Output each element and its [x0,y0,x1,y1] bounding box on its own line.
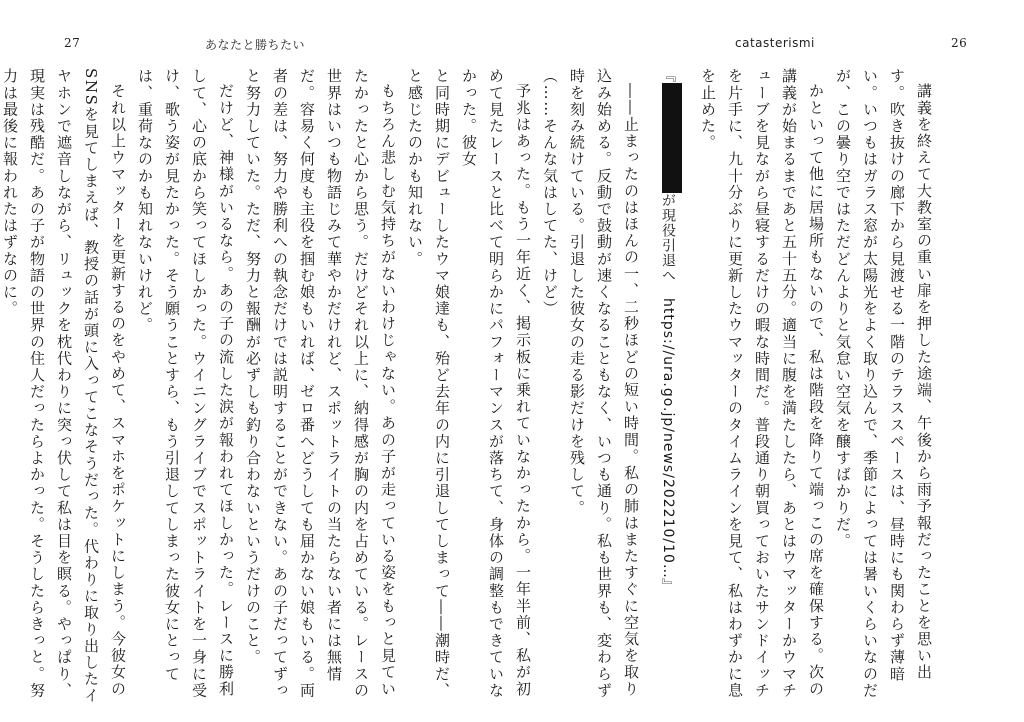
left-page-body [1,68,455,708]
blank-line [644,68,654,708]
redaction-bar [662,83,682,193]
paragraph: かといって他に居場所もないので、私は階段を降りて端っこの席を確保する。次の講義が始まるまであと五十五分。適当に腹を満たしたら、あとはウマッターかウマチューブを見ながら昼寝するだけの暇な時間だ。普段通り朝買っておいたサンドイッチを片手に、九十分ぶりに更新したウマッターのタイムラインを見て、私はわずかに息を止めた。 [699,68,825,699]
left-running-title: あなたと勝ちたい [205,38,306,52]
paragraph: だけど、神様がいるなら。あの子の流した涙が報われてほしかった。レースに勝利して、心の底から笑ってほしかった。ウイニングライブでスポットライトを一身に受け、歌う姿が見たかった。そう願うことすら、もう引退してしまった彼女にとっては、重荷なのかも知れないけれど。 [136,68,235,699]
post-text: が現役引退へ https://ura.go.jp/news/202210/10…』 [660,193,676,594]
embedded-post [654,68,684,708]
paragraph: もちろん悲しむ気持ちがないわけじゃない。あの子が走っている姿をもっと見ていたかったと心から思う。だけどそれ以上に、納得感が胸の内を占めている。レースの世界はいつも物語じみて華やかだけれど、スポットライトの当たらない者には無情だ。容易く何度も主役を掴む娘もいれば、ゼロ番へどうしても届かない娘もいる。両者の差は、努力や勝利への執念だけでは説明することができない。あの子だってずっと努力していた。ただ、努力と報酬が必ずしも釣り合わないというだけのこと。 [244,68,397,699]
paragraph: それ以上ウマッターを更新するのをやめて、スマホをポケットにしまう。今彼女のSNSを見てしまえば、教授の話が頭に入ってこなそうだった。代わりに取り出したイヤホンで遮音しながら、リュックを枕代わりに突っ伏して私は目を瞑る。やっぱり、現実は残酷だ。あの子が物語の世界の住人だったらよかった。そうしたらきっと。努力は最後に報われたはずなのに。 [1,68,127,705]
right-page-body [460,68,937,708]
blank-line [684,68,694,708]
right-page-number: 26 [951,36,968,50]
paragraph: と同時期にデビューしたウマ娘達も、殆ど去年の内に引退してしまって――潮時だ、と感じたのかも知れない。 [406,68,451,699]
paragraph: ――止まったのはほんの一、二秒ほどの短い時間。私の肺はまたすぐに空気を取り込み始める。反動で鼓動が速くなることもなく、いつも通り。私も世界も、変わらず時を刻み続けている。引退した彼女の走る影だけを残して。 [568,68,640,699]
right-running-title: catasterismi [735,36,815,50]
left-page-number: 27 [64,36,81,50]
paragraph: 予兆はあった。もう一年近く、掲示板に乗れていなかったから。一年半前、私が初めて見たレースと比べて明らかにパフォーマンスが落ちて、身体の調整もできていなかった。彼女 [460,68,532,699]
paragraph: 講義を終えて大教室の重い扉を押した途端、午後から雨予報だったことを思い出す。吹き抜けの廊下から見渡せる一階のテラススペースは、昼時にも関わらず薄暗い。いつもはガラス窓が太陽光をよく取り込んで、季節によっては暑いくらいなのだが、この曇り空ではただどんよりと気怠い空気を醸すばかりだ。 [834,68,933,699]
post-open-bracket: 『 [660,68,676,83]
inner-thought: （……そんな気はしてた、けど） [541,68,559,317]
